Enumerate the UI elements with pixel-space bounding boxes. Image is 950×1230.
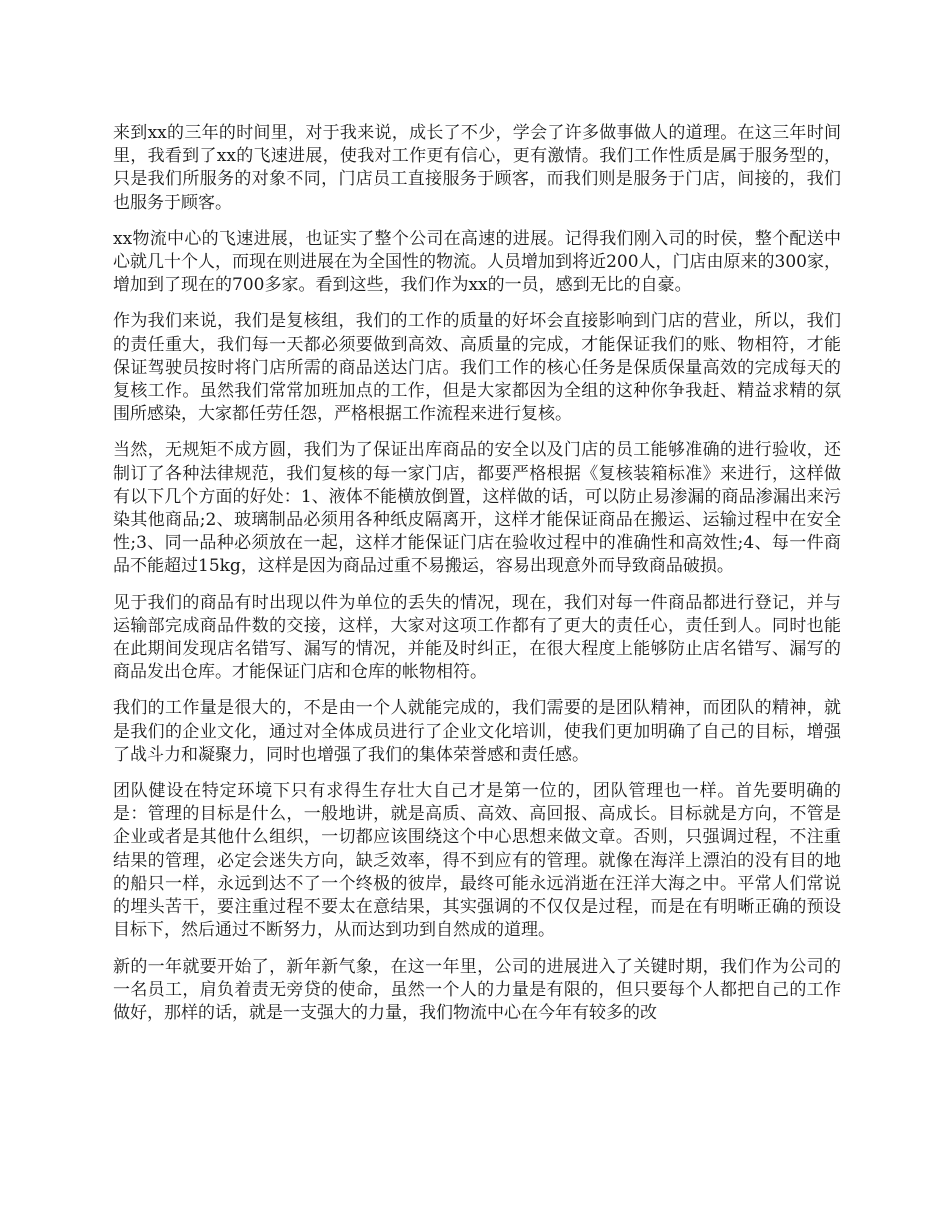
paragraph: xx物流中心的飞速进展，也证实了整个公司在高速的进展。记得我们刚入司的时侯，整个配送中心就几十个人，而现在则进展在为全国性的物流。人员增加到将近200人，门店由原来的300家，增加到了现在的700多家。看到这些，我们作为xx的一员，感到无比的自豪。: [113, 228, 841, 296]
paragraph: 团队健设在特定环境下只有求得生存壮大自己才是第一位的，团队管理也一样。首先要明确的是：管理的目标是什么，一般地讲，就是高质、高效、高回报、高成长。目标就是方向，不管是企业或者是其他什么组织，一切都应该围绕这个中心思想来做文章。否则，只强调过程，不注重结果的管理，必定会迷失方向，缺乏效率，得不到应有的管理。就像在海洋上漂泊的没有目的地的船只一样，永远到达不了一个终极的彼岸，最终可能永远消逝在汪洋大海之中。平常人们常说的埋头苦干，要注重过程不要太在意结果，其实强调的不仅仅是过程，而是在有明晰正确的预设目标下，然后通过不断努力，从而达到功到自然成的道理。: [113, 781, 841, 941]
document-body: [113, 122, 841, 1038]
paragraph: 新的一年就要开始了，新年新气象，在这一年里，公司的进展进入了关键时期，我们作为公司的一名员工，肩负着责无旁贷的使命，虽然一个人的力量是有限的，但只要每个人都把自己的工作做好，那样的话，就是一支强大的力量，我们物流中心在今年有较多的改: [113, 956, 841, 1023]
paragraph: 我们的工作量是很大的，不是由一个人就能完成的，我们需要的是团队精神，而团队的精神，就是我们的企业文化，通过对全体成员进行了企业文化培训，使我们更加明确了自己的目标，增强了战斗力和凝聚力，同时也增强了我们的集体荣誉感和责任感。: [113, 698, 841, 765]
paragraph: 来到xx的三年的时间里，对于我来说，成长了不少，学会了许多做事做人的道理。在这三年时间里，我看到了xx的飞速进展，使我对工作更有信心，更有激情。我们工作性质是属于服务型的，只是我们所服务的对象不同，门店员工直接服务于顾客，而我们则是服务于门店，间接的，我们也服务于顾客。: [113, 123, 841, 213]
paragraph: 当然，无规矩不成方圆，我们为了保证出库商品的安全以及门店的员工能够准确的进行验收，还制订了各种法律规范，我们复核的每一家门店，都要严格根据《复核装箱标准》来进行，这样做有以下几个方面的好处：1、液体不能横放倒置，这样做的话，可以防止易渗漏的商品渗漏出来污染其他商品;2、玻璃制品必须用各种纸皮隔离开，这样才能保证商品在搬运、运输过程中在安全性;3、同一品种必须放在一起，这样才能保证门店在验收过程中的准确性和高效性;4、每一件商品不能超过15kg，这样是因为商品过重不易搬运，容易出现意外而导致商品破损。: [113, 440, 841, 577]
paragraph: 作为我们来说，我们是复核组，我们的工作的质量的好坏会直接影响到门店的营业，所以，我们的责任重大，我们每一天都必须要做到高效、高质量的完成，才能保证我们的账、物相符，才能保证驾驶员按时将门店所需的商品送达门店。我们工作的核心任务是保质保量高效的完成每天的复核工作。虽然我们常常加班加点的工作，但是大家都因为全组的这种你争我赶、精益求精的氛围所感染，大家都任劳任怨，严格根据工作流程来进行复核。: [113, 311, 841, 425]
paragraph: 见于我们的商品有时出现以件为单位的丢失的情况，现在，我们对每一件商品都进行登记，并与运输部完成商品件数的交接，这样，大家对这项工作都有了更大的责任心，责任到人。同时也能在此期间发现店名错写、漏写的情况，并能及时纠正，在很大程度上能够防止店名错写、漏写的商品发出仓库。才能保证门店和仓库的帐物相符。: [113, 592, 841, 683]
